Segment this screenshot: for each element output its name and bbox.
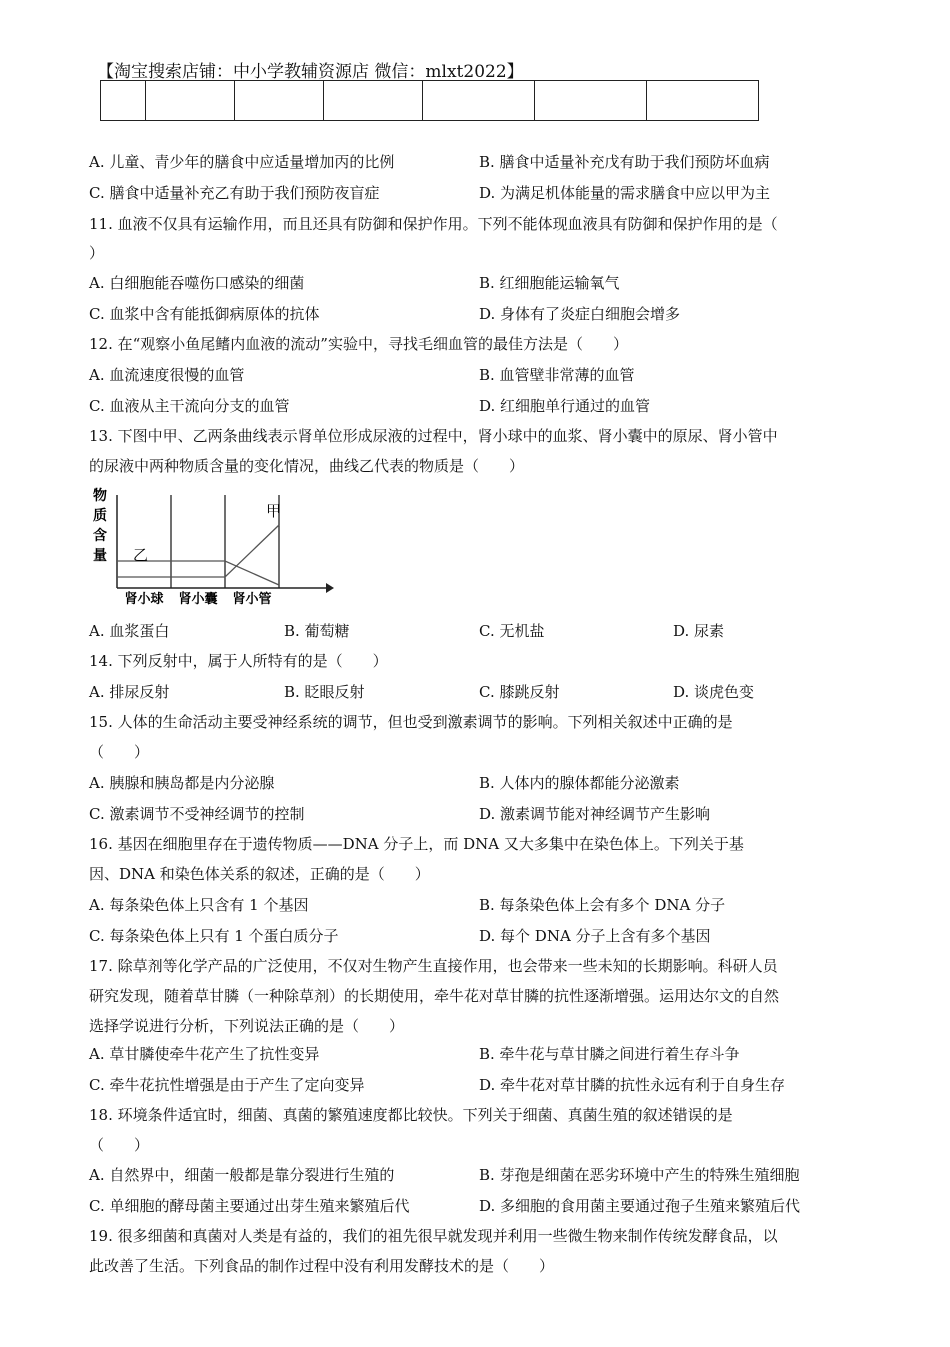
q15-option-b: B. 人体内的腺体都能分泌激素	[479, 774, 680, 792]
q10-option-d: D. 为满足机体能量的需求膳食中应以甲为主	[479, 184, 771, 202]
x-tick-label: 肾小球	[124, 592, 164, 607]
q15-stem-cont: （ ）	[89, 743, 150, 761]
q12-option-b: B. 血管壁非常薄的血管	[479, 366, 635, 384]
q18-option-b: B. 芽孢是细菌在恶劣环境中产生的特殊生殖细胞	[479, 1166, 800, 1184]
q11-stem-cont: ）	[89, 244, 105, 262]
grid-cell	[146, 81, 235, 121]
q13-option-d: D. 尿素	[673, 622, 725, 640]
q13-option-c: C. 无机盐	[479, 622, 545, 640]
grid-cell	[235, 81, 324, 121]
q15-option-a: A. 胰腺和胰岛都是内分泌腺	[89, 774, 275, 792]
grid-cell	[647, 81, 759, 121]
q12-option-a: A. 血流速度很慢的血管	[89, 366, 245, 384]
q17-stem: 17. 除草剂等化学产品的广泛使用，不仅对生物产生直接作用，也会带来一些未知的长期影响。科研人员	[89, 957, 778, 975]
grid-cell	[324, 81, 423, 121]
q12-option-c: C. 血液从主干流向分支的血管	[89, 397, 290, 415]
y-label-char: 物	[93, 488, 107, 504]
q15-option-d: D. 激素调节能对神经调节产生影响	[479, 805, 711, 823]
q18-stem: 18. 环境条件适宜时，细菌、真菌的繁殖速度都比较快。下列关于细菌、真菌生殖的叙述错误的是	[89, 1106, 733, 1124]
q10-option-b: B. 膳食中适量补充戊有助于我们预防坏血病	[479, 153, 770, 171]
series-label-yi: 乙	[133, 546, 149, 564]
q13-option-b: B. 葡萄糖	[284, 622, 350, 640]
q17-option-a: A. 草甘膦使牵牛花产生了抗性变异	[89, 1045, 320, 1063]
q15-option-c: C. 激素调节不受神经调节的控制	[89, 805, 305, 823]
q19-stem: 19. 很多细菌和真菌对人类是有益的，我们的祖先很早就发现并利用一些微生物来制作传统发酵食品，以	[89, 1227, 778, 1245]
grid-cell	[535, 81, 647, 121]
store-header: 【淘宝搜索店铺：中小学教辅资源店 微信：mlxt2022】	[97, 62, 524, 82]
q11-option-a: A. 白细胞能吞噬伤口感染的细菌	[89, 274, 305, 292]
q11-stem: 11. 血液不仅具有运输作用，而且还具有防御和保护作用。下列不能体现血液具有防御和保护作用的是（	[89, 215, 778, 233]
series-label-jia: 甲	[266, 502, 282, 520]
q10-option-a: A. 儿童、青少年的膳食中应适量增加丙的比例	[89, 153, 395, 171]
q16-stem: 16. 基因在细胞里存在于遗传物质——DNA 分子上，而 DNA 又大多集中在染色体上。下列关于基	[89, 835, 744, 853]
q15-stem: 15. 人体的生命活动主要受神经系统的调节，但也受到激素调节的影响。下列相关叙述中正确的是	[89, 713, 733, 731]
q11-option-b: B. 红细胞能运输氧气	[479, 274, 620, 292]
q13-stem: 13. 下图中甲、乙两条曲线表示肾单位形成尿液的过程中，肾小球中的血浆、肾小囊中的原尿、肾小管中	[89, 427, 778, 445]
q17-stem-cont: 研究发现，随着草甘膦（一种除草剂）的长期使用，牵牛花对草甘膦的抗性逐渐增强。运用达尔文的自然	[89, 987, 780, 1005]
q17-option-b: B. 牵牛花与草甘膦之间进行着生存斗争	[479, 1045, 740, 1063]
q17-option-c: C. 牵牛花抗性增强是由于产生了定向变异	[89, 1076, 365, 1094]
q14-option-b: B. 眨眼反射	[284, 683, 365, 701]
q12-stem: 12. 在“观察小鱼尾鳍内血液的流动”实验中，寻找毛细血管的最佳方法是（ ）	[89, 335, 628, 353]
q16-option-a: A. 每条染色体上只含有 1 个基因	[89, 896, 309, 914]
q16-stem-cont: 因、DNA 和染色体关系的叙述，正确的是（ ）	[89, 865, 430, 883]
q16-option-b: B. 每条染色体上会有多个 DNA 分子	[479, 896, 726, 914]
q14-option-c: C. 膝跳反射	[479, 683, 560, 701]
q13-option-a: A. 血浆蛋白	[89, 622, 170, 640]
series-line-yi	[117, 561, 279, 585]
y-label-char: 含	[93, 528, 107, 544]
q14-option-d: D. 谈虎色变	[673, 683, 755, 701]
kidney-substance-chart	[88, 485, 348, 610]
q14-stem: 14. 下列反射中，属于人所特有的是（ ）	[89, 652, 388, 670]
q18-option-d: D. 多细胞的食用菌主要通过孢子生殖来繁殖后代	[479, 1197, 801, 1215]
q12-option-d: D. 红细胞单行通过的血管	[479, 397, 651, 415]
x-tick-label: 肾小囊	[178, 592, 218, 607]
q13-stem-cont: 的尿液中两种物质含量的变化情况，曲线乙代表的物质是（ ）	[89, 457, 525, 475]
q11-option-c: C. 血浆中含有能抵御病原体的抗体	[89, 305, 320, 323]
answer-grid	[100, 80, 759, 121]
y-label-char: 量	[93, 548, 107, 564]
x-axis-arrow	[326, 583, 334, 593]
q10-option-c: C. 膳食中适量补充乙有助于我们预防夜盲症	[89, 184, 380, 202]
q18-option-c: C. 单细胞的酵母菌主要通过出芽生殖来繁殖后代	[89, 1197, 410, 1215]
q18-option-a: A. 自然界中，细菌一般都是靠分裂进行生殖的	[89, 1166, 395, 1184]
y-label-char: 质	[93, 508, 107, 524]
q14-option-a: A. 排尿反射	[89, 683, 170, 701]
q16-option-d: D. 每个 DNA 分子上含有多个基因	[479, 927, 711, 945]
q19-stem-cont: 此改善了生活。下列食品的制作过程中没有利用发酵技术的是（ ）	[89, 1257, 555, 1275]
grid-cell	[101, 81, 146, 121]
x-tick-label: 肾小管	[232, 592, 272, 607]
q11-option-d: D. 身体有了炎症白细胞会增多	[479, 305, 681, 323]
q17-stem-cont: 选择学说进行分析，下列说法正确的是（ ）	[89, 1017, 405, 1035]
q17-option-d: D. 牵牛花对草甘膦的抗性永远有利于自身生存	[479, 1076, 786, 1094]
q16-option-c: C. 每条染色体上只有 1 个蛋白质分子	[89, 927, 339, 945]
grid-cell	[423, 81, 535, 121]
q18-stem-cont: （ ）	[89, 1136, 150, 1154]
